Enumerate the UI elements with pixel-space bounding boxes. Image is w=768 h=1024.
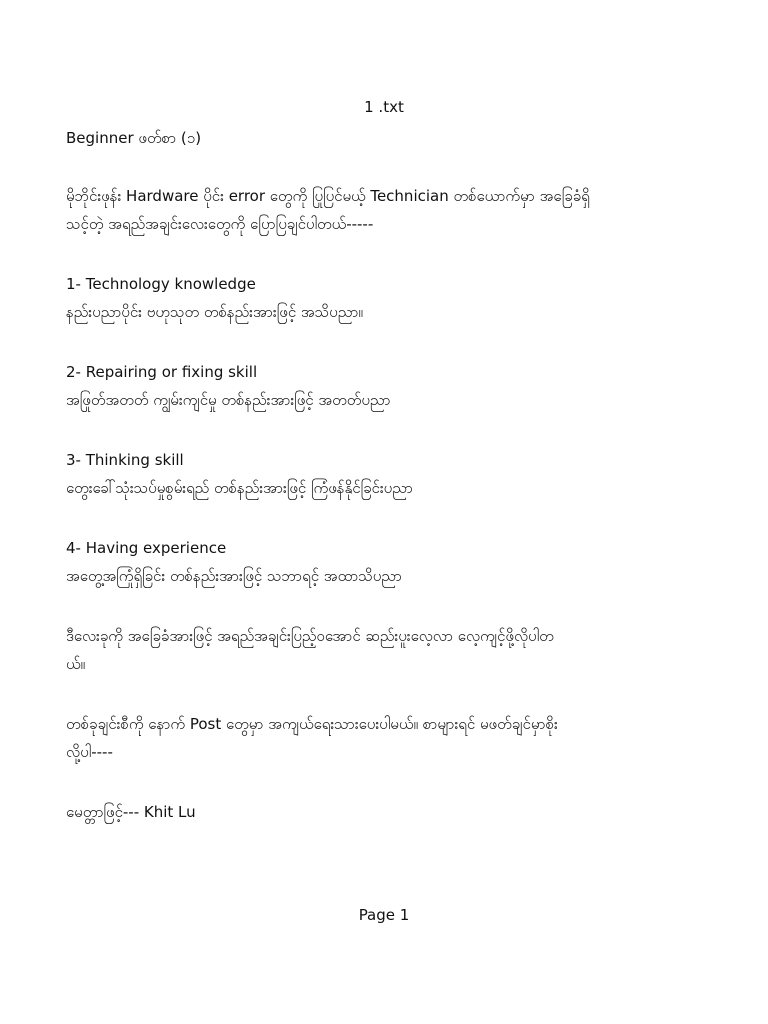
spacer bbox=[66, 152, 706, 182]
spacer bbox=[66, 766, 706, 798]
item-2-text: အဖြုတ်အတတ် ကျွမ်းကျင်မှု တစ်နည်းအားဖြင့် အတတ်ပညာ bbox=[66, 391, 391, 409]
signature: မေတ္တာဖြင့်--- Khit Lu bbox=[66, 803, 196, 821]
spacer bbox=[66, 590, 706, 622]
item-4-text: အတွေ့အကြုံရှိခြင်း တစ်နည်းအားဖြင့် သဘာရင့် အထာသိပညာ bbox=[66, 567, 402, 585]
item-3-text: တွေးခေါ်သုံးသပ်မှုစွမ်းရည် တစ်နည်းအားဖြင့် ကြံဖန်နိုင်ခြင်းပညာ bbox=[66, 479, 413, 497]
item-4-title: 4- Having experience bbox=[66, 539, 227, 557]
item-1-text: နည်းပညာပိုင်း ဗဟုသုတ တစ်နည်းအားဖြင့် အသိပညာ။ bbox=[66, 303, 363, 321]
spacer bbox=[66, 414, 706, 446]
page-number: Page 1 bbox=[358, 906, 410, 924]
item-1-title: 1- Technology knowledge bbox=[66, 275, 256, 293]
item-3-title: 3- Thinking skill bbox=[66, 451, 184, 469]
document-body bbox=[66, 124, 706, 826]
paragraph-2-line-2: လို့ပါ---- bbox=[66, 743, 113, 761]
spacer bbox=[66, 326, 706, 358]
spacer bbox=[66, 502, 706, 534]
document-heading: Beginner ဖတ်စာ (၁) bbox=[66, 129, 202, 147]
page-header-title: 1 .txt bbox=[364, 98, 404, 116]
paragraph-1-line-2: ယ်။ bbox=[66, 655, 86, 673]
spacer bbox=[66, 238, 706, 270]
spacer bbox=[66, 678, 706, 710]
paragraph-2-line-1: တစ်ခုချင်းစီကို နောက် Post တွေမှာ အကျယ်ရေးသားပေးပါမယ်။ စာများရင် မဖတ်ချင်မှာစိုး bbox=[66, 715, 558, 733]
intro-line-2: သင့်တဲ့ အရည်အချင်းလေးတွေကို ပြောပြချင်ပါတယ်----- bbox=[66, 215, 374, 233]
paragraph-1-line-1: ဒီလေးခုကို အခြေခံအားဖြင့် အရည်အချင်းပြည့်ဝအောင် ဆည်းပူးလေ့လာ လေ့ကျင့်ဖို့လိုပါတ bbox=[66, 627, 554, 645]
item-2-title: 2- Repairing or fixing skill bbox=[66, 363, 258, 381]
intro-line-1: မိုဘိုင်းဖုန်း Hardware ပိုင်း error တွေကို ပြုပြင်မယ့် Technician တစ်ယောက်မှာ အခြေခံရှိ bbox=[66, 187, 590, 205]
